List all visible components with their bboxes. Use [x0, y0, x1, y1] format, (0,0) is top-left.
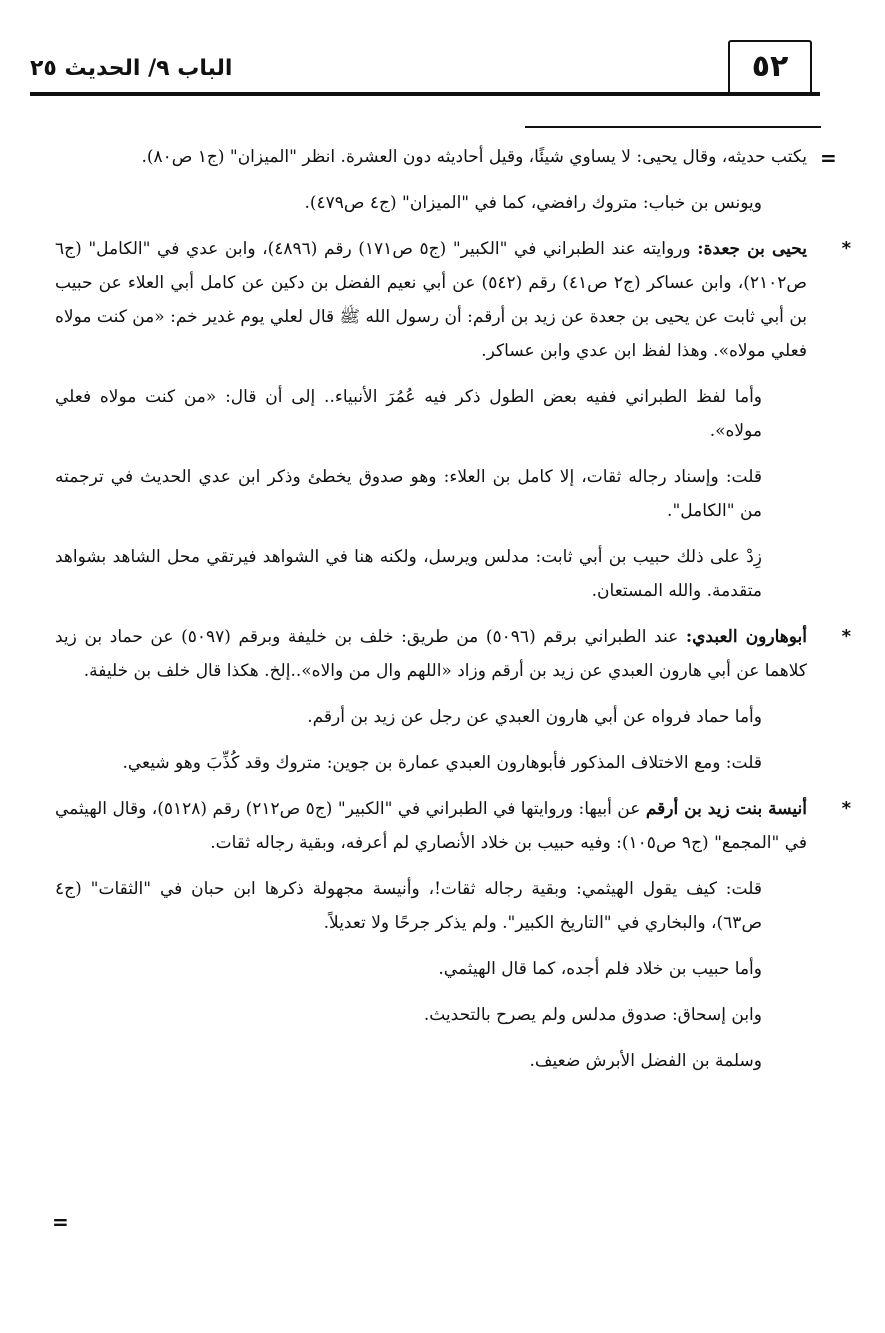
narrator-entry	[55, 792, 851, 860]
continuation-mark-bottom: =	[52, 1210, 69, 1234]
paragraph: وابن إسحاق: صدوق مدلس ولم يصرح بالتحديث.	[423, 1005, 762, 1025]
entry-text: وروايته عند الطبراني في "الكبير" (ج٥ ص١٧١) رقم (٤٨٩٦)، وابن عدي في "الكامل" (ج٦ ص٢١٠٢)، وابن عساكر (ج٢ ص٤١) رقم (٥٤٢) عن أبي نعيم الفضل بن دكين عن كامل أبي العلاء عن حبيب بن أبي ثابت عن يحيى بن جعدة عن زيد بن أرقم: أن رسول الله ﷺ قال لعلي يوم غدير خم: «من كنت مولاه فعلي مولاه». وهذا لفظ ابن عدي وابن عساكر.	[55, 239, 807, 361]
entry-text: عن أبيها: وروايتها في الطبراني في "الكبير" (ج٥ ص٢١٢) رقم (٥١٢٨)، وقال الهيثمي في "المجمع" (ج٩ ص١٠٥): وفيه حبيب بن خلاد الأنصاري لم أعرفه، وبقية رجاله ثقات.	[55, 799, 807, 853]
paragraph: قلت: وإسناد رجاله ثقات، إلا كامل بن العلاء: وهو صدوق يخطئ وذكر ابن عدي الحديث في ترجمته من "الكامل".	[55, 467, 762, 521]
footnote-rule	[525, 126, 821, 128]
paragraph: وأما حبيب بن خلاد فلم أجده، كما قال الهيثمي.	[438, 959, 762, 979]
paragraph: وسلمة بن الفضل الأبرش ضعيف.	[529, 1051, 762, 1071]
paragraph: وأما حماد فرواه عن أبي هارون العبدي عن رجل عن زيد بن أرقم.	[307, 707, 762, 727]
entry-star: *	[841, 238, 851, 259]
entry-text: عند الطبراني برقم (٥٠٩٦) من طريق: خلف بن خليفة وبرقم (٥٠٩٧) عن حماد بن زيد كلاهما عن أبي هارون العبدي عن زيد بن أرقم وزاد «اللهم وال من والاه»..إلخ. هكذا قال خلف بن خليفة.	[55, 627, 807, 681]
narrator-name: يحيى بن جعدة:	[697, 239, 807, 259]
paragraph: قلت: ومع الاختلاف المذكور فأبوهارون العبدي عمارة بن جوين: متروك وقد كُذِّبَ وهو شيعي.	[122, 753, 762, 773]
entry-star: *	[841, 626, 851, 647]
page-body	[55, 140, 851, 1090]
page-number: ٥٢	[728, 40, 812, 92]
narrator-name: أنيسة بنت زيد بن أرقم	[645, 799, 807, 819]
chapter-header: الباب ٩/ الحديث ٢٥	[30, 56, 233, 81]
entry-star: *	[841, 798, 851, 819]
paragraph: وأما لفظ الطبراني ففيه بعض الطول ذكر فيه عُمُرَ الأنبياء.. إلى أن قال: «من كنت مولاه فعلي مولاه».	[55, 387, 762, 441]
narrator-entry	[55, 232, 851, 368]
paragraph: ويونس بن خباب: متروك رافضي، كما في "الميزان" (ج٤ ص٤٧٩).	[304, 193, 762, 213]
paragraph: زِدْ على ذلك حبيب بن أبي ثابت: مدلس ويرسل، ولكنه هنا في الشواهد فيرتقي محل الشاهد بشواهد متقدمة. والله المستعان.	[55, 547, 762, 601]
header-rule	[30, 92, 820, 96]
narrator-entry	[55, 620, 851, 688]
paragraph: قلت: كيف يقول الهيثمي: وبقية رجاله ثقات!، وأنيسة مجهولة ذكرها ابن حبان في "الثقات" (ج٤ ص٦٣)، والبخاري في "التاريخ الكبير". ولم يذكر جرحًا ولا تعديلاً.	[55, 879, 762, 933]
paragraph: يكتب حديثه، وقال يحيى: لا يساوي شيئًا، وقيل أحاديثه دون العشرة. انظر "الميزان" (ج١ ص٨٠).	[141, 147, 807, 167]
narrator-name: أبوهارون العبدي:	[685, 627, 807, 647]
continuation-mark-top: =	[820, 146, 837, 170]
